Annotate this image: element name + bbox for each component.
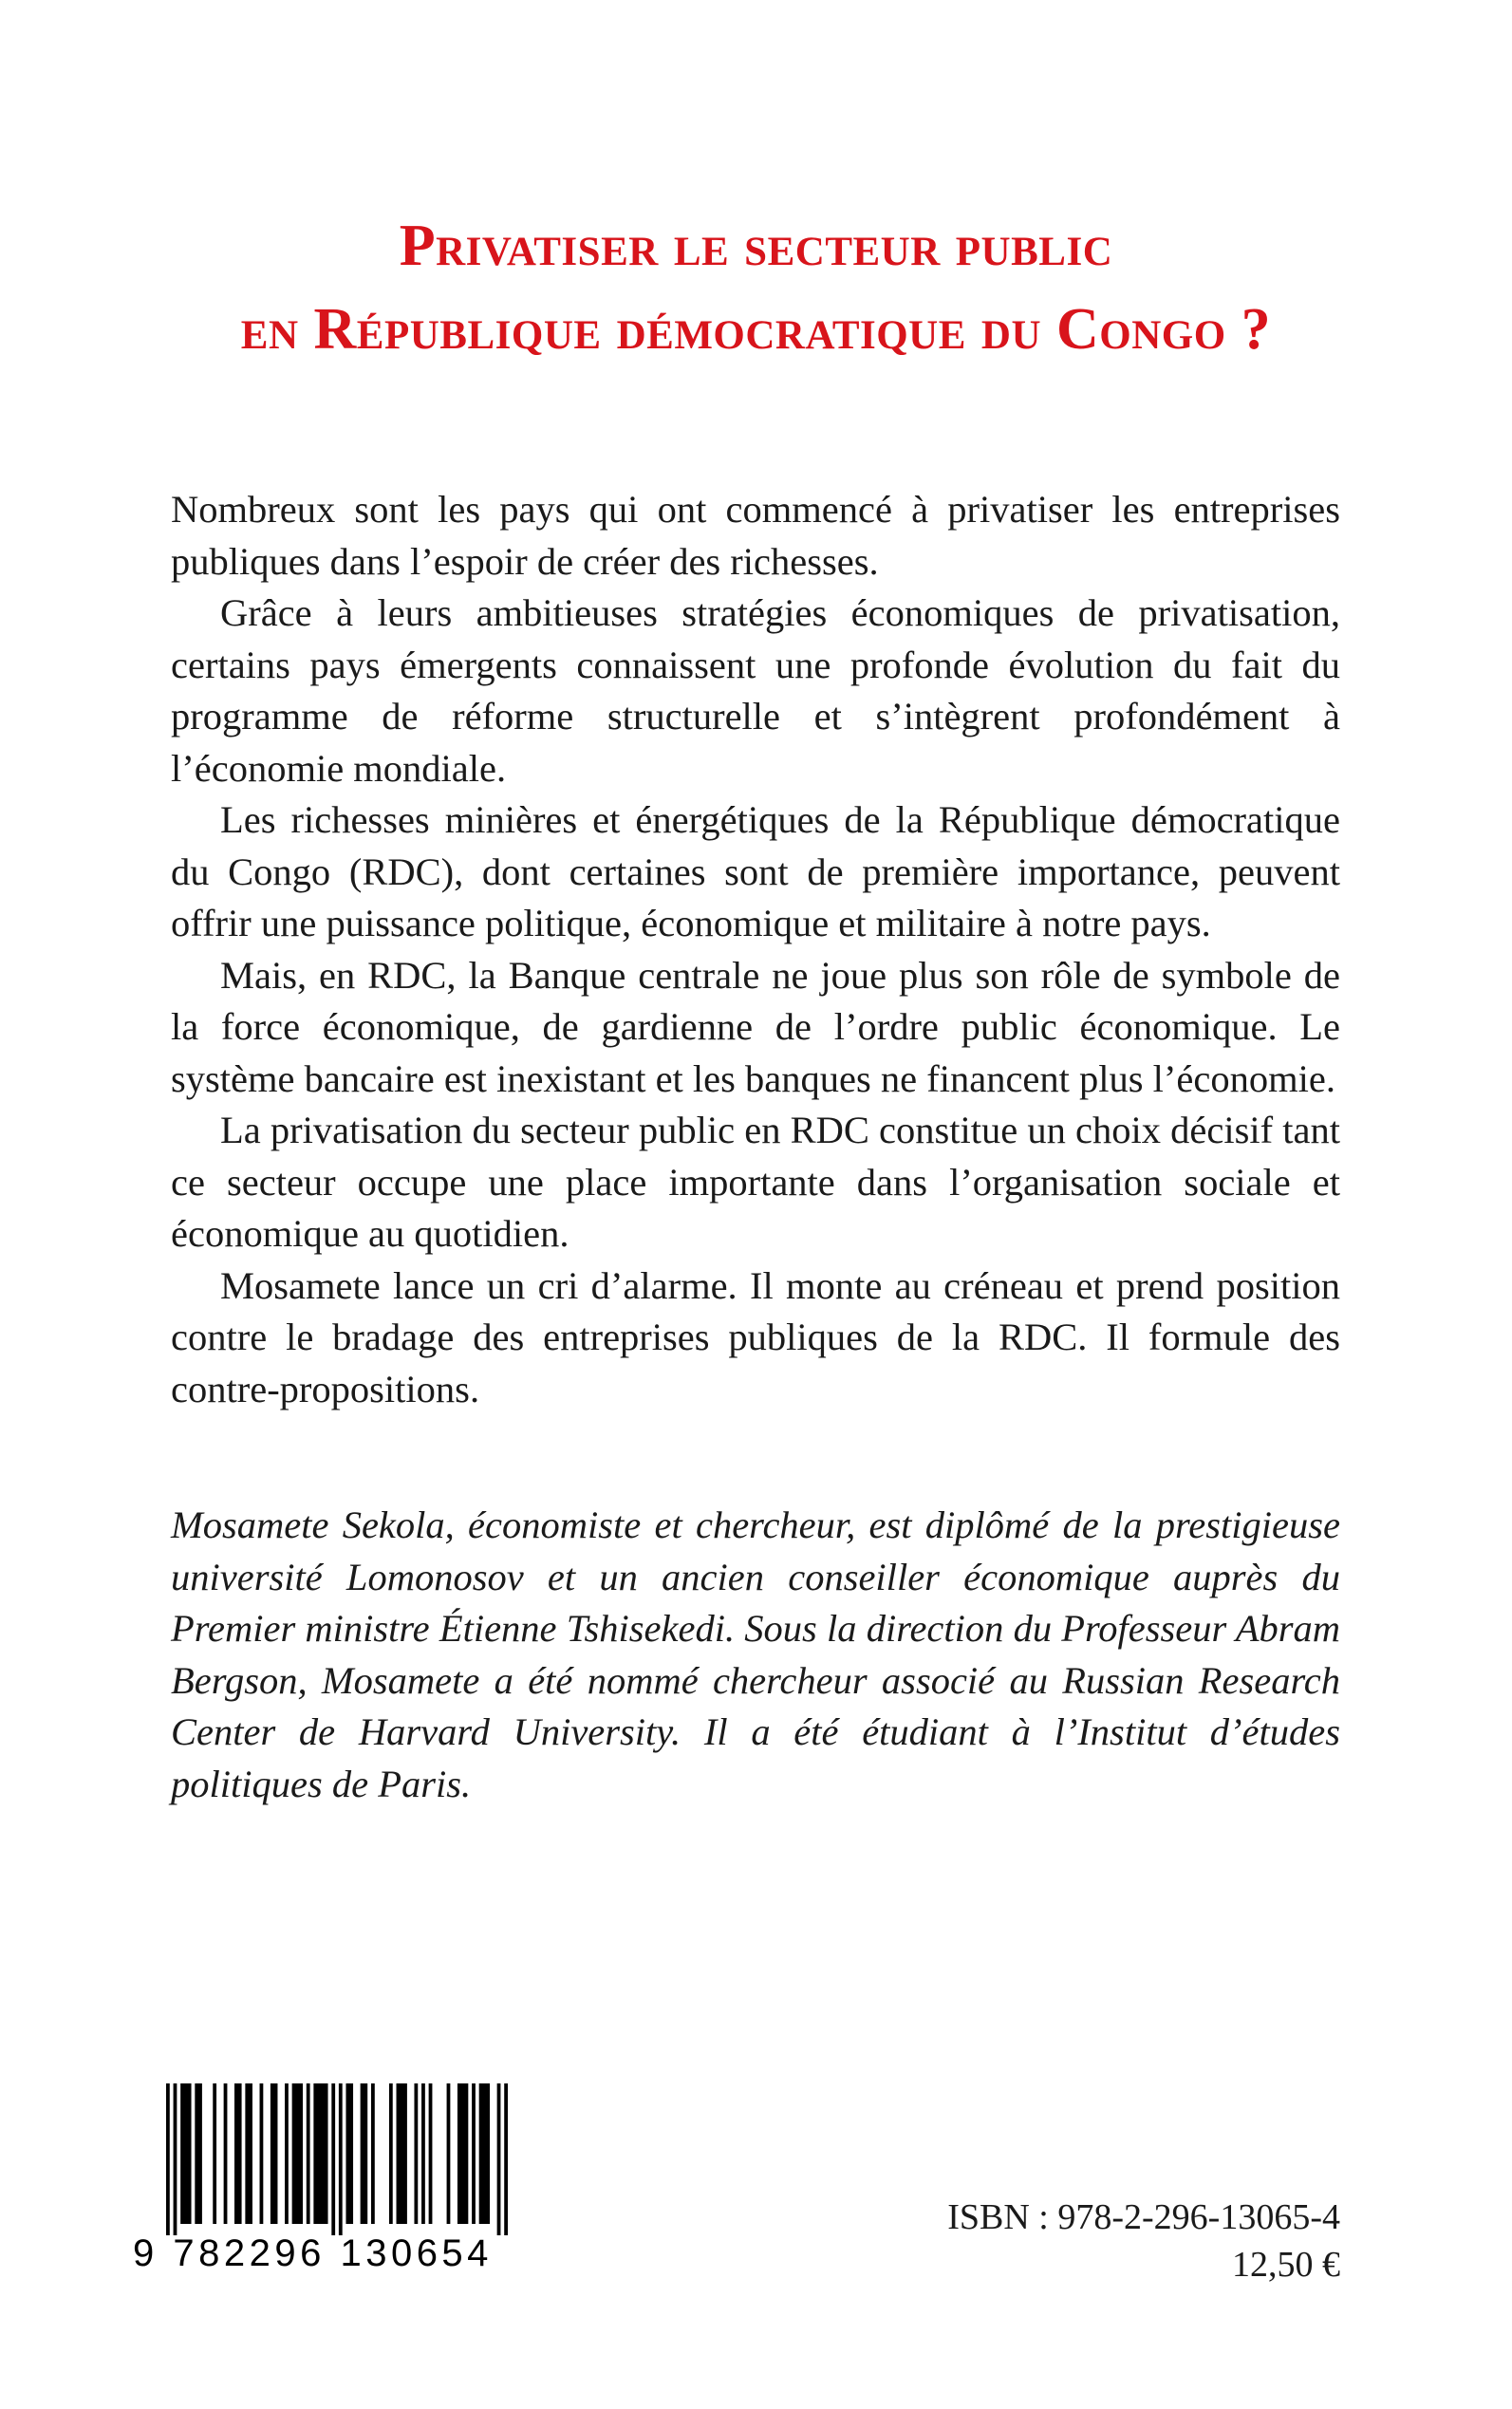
barcode-bar bbox=[447, 2083, 451, 2224]
barcode-bar bbox=[331, 2083, 335, 2235]
barcode-bar bbox=[389, 2083, 393, 2224]
barcode-bar bbox=[371, 2083, 375, 2224]
barcode-bar bbox=[271, 2083, 278, 2224]
isbn: ISBN : 978-2-296-13065-4 bbox=[947, 2197, 1340, 2237]
barcode-bar bbox=[234, 2083, 242, 2224]
barcode-digits: 9 782296 130654 bbox=[133, 2232, 493, 2274]
barcode-bar bbox=[457, 2083, 468, 2224]
book-title bbox=[0, 204, 1512, 371]
barcode-bar bbox=[345, 2083, 353, 2224]
barcode-bar bbox=[472, 2083, 476, 2224]
barcode-bar bbox=[195, 2083, 202, 2224]
barcode-bar bbox=[504, 2083, 508, 2235]
barcode-bars bbox=[166, 2083, 508, 2235]
barcode-bar bbox=[307, 2083, 310, 2224]
barcode-bar bbox=[285, 2083, 289, 2224]
barcode-bar bbox=[166, 2083, 170, 2235]
barcode-bar bbox=[429, 2083, 433, 2224]
blurb-paragraph: Grâce à leurs ambitieuses stratégies économiques de privatisation, certains pays émergents connaissent une profonde évolution du fait du programme de réforme structurelle et s’intègrent profondément à l’économie mondiale. bbox=[171, 591, 1340, 790]
author-bio-text: Mosamete Sekola, économiste et chercheur, est diplômé de la prestigieuse université Lomonosov et un ancien conseiller économique auprès du Premier ministre Étienne Tshisekedi. Sous la direction du Professeur Abram Bergson, Mosamete a été nommé chercheur associé au Russian Research Center de Harvard University. Il a été étudiant à l’Institut d’études politiques de Paris. bbox=[171, 1503, 1340, 1805]
barcode-bar bbox=[180, 2083, 191, 2224]
barcode-bar bbox=[479, 2083, 490, 2224]
barcode-bar bbox=[213, 2083, 216, 2224]
barcode-bar bbox=[414, 2083, 418, 2224]
title-line-1: Privatiser le secteur public bbox=[399, 214, 1113, 278]
barcode-bar bbox=[397, 2083, 407, 2224]
blurb-paragraph: Nombreux sont les pays qui ont commencé à privatiser les entreprises publiques dans l’espoir de créer des richesses. bbox=[171, 488, 1340, 583]
barcode-bar bbox=[313, 2083, 327, 2224]
blurb bbox=[171, 484, 1340, 1415]
price: 12,50 € bbox=[1232, 2245, 1340, 2285]
barcode-bar bbox=[339, 2083, 343, 2235]
barcode-bar bbox=[260, 2083, 264, 2224]
blurb-paragraph: Mosamete lance un cri d’alarme. Il monte au créneau et prend position contre le bradage des entreprises publiques de la RDC. Il formule des contre-propositions. bbox=[171, 1263, 1340, 1410]
barcode-bar bbox=[224, 2083, 228, 2224]
barcode-bar bbox=[292, 2083, 303, 2224]
blurb-paragraph: La privatisation du secteur public en RDC constitue un choix décisif tant ce secteur occupe une place importante dans l’organisation sociale et économique au quotidien. bbox=[171, 1109, 1340, 1255]
barcode-bar bbox=[174, 2083, 177, 2235]
author-bio bbox=[171, 1500, 1340, 1810]
barcode-bar bbox=[497, 2083, 501, 2235]
barcode-bar bbox=[421, 2083, 425, 2224]
blurb-paragraph: Les richesses minières et énergétiques de la République démocratique du Congo (RDC), dont certaines sont de première importance, peuvent offrir une puissance politique, économique et militaire à notre pays. bbox=[171, 798, 1340, 944]
title-line-2: en République démocratique du Congo ? bbox=[240, 297, 1272, 362]
barcode-bar bbox=[361, 2083, 368, 2224]
blurb-paragraph: Mais, en RDC, la Banque centrale ne joue plus son rôle de symbole de la force économique, de gardienne de l’ordre public économique. Le système bancaire est inexistant et les banques ne financent plus l’économie. bbox=[171, 953, 1340, 1100]
barcode-bar bbox=[245, 2083, 252, 2224]
barcode bbox=[166, 2083, 508, 2235]
